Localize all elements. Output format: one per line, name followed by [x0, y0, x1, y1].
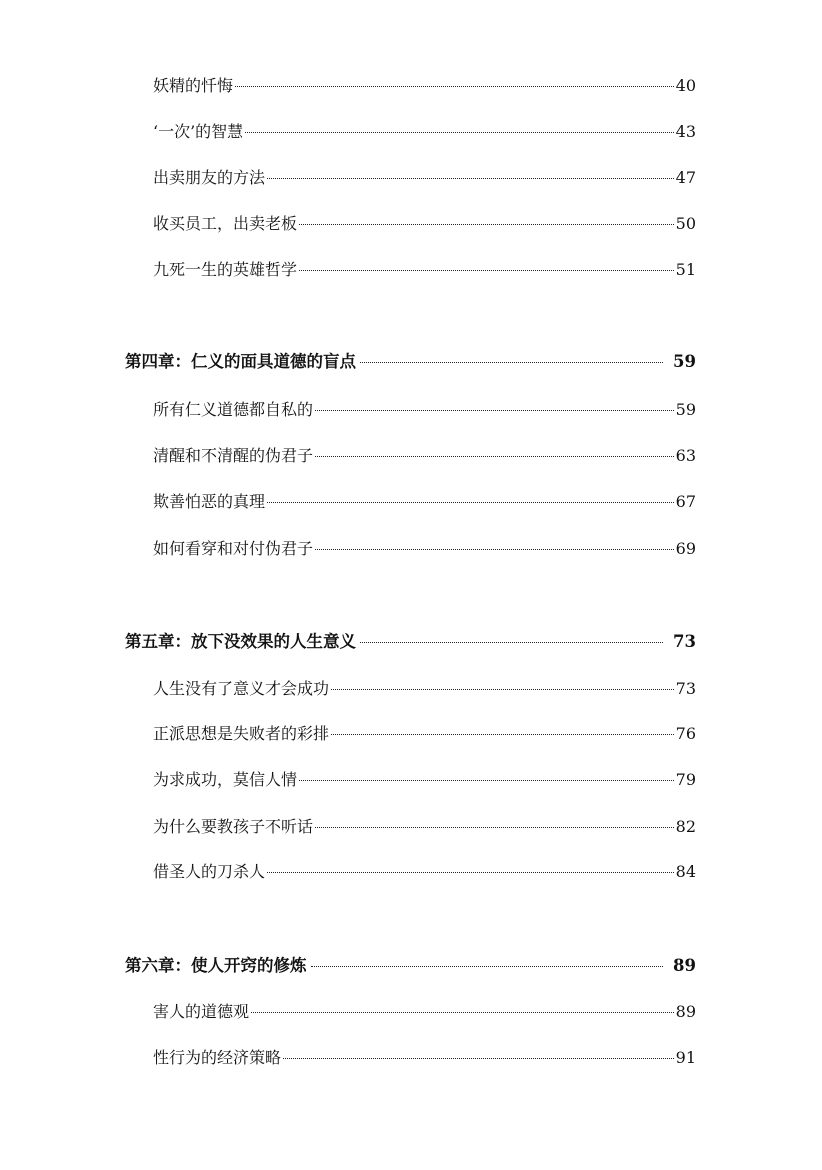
toc-entry-title: 为什么要教孩子不听话	[153, 817, 314, 836]
toc-entry-title: 如何看穿和对付伪君子	[153, 539, 314, 558]
toc-entry[interactable]	[153, 444, 696, 468]
toc-entry-page: 43	[675, 122, 696, 141]
dot-leader	[360, 362, 663, 363]
dot-leader	[251, 1012, 674, 1013]
dot-leader	[311, 966, 664, 967]
chapter-title: 第五章：放下没效果的人生意义	[125, 632, 356, 651]
toc-entry-title: 妖精的忏悔	[153, 76, 234, 95]
dot-leader	[299, 224, 674, 225]
toc-chapter-6[interactable]	[125, 954, 696, 978]
dot-leader	[299, 780, 674, 781]
chapter-page: 73	[673, 632, 696, 651]
dot-leader	[267, 502, 674, 503]
toc-entry-page: 84	[675, 862, 696, 881]
dot-leader	[283, 1058, 674, 1059]
toc-entry-title: 正派思想是失败者的彩排	[153, 724, 330, 743]
toc-entry-title: 为求成功，莫信人情	[153, 770, 298, 789]
toc-entry-title: 出卖朋友的方法	[153, 168, 266, 187]
toc-entry-page: 79	[675, 770, 696, 789]
toc-entry[interactable]	[153, 537, 696, 561]
dot-leader	[267, 178, 674, 179]
dot-leader	[360, 642, 663, 643]
toc-entry-page: 89	[675, 1002, 696, 1021]
toc-entry-title: 欺善怕恶的真理	[153, 492, 266, 511]
toc-entry-page: 73	[675, 679, 696, 698]
toc-entry[interactable]	[153, 815, 696, 839]
dot-leader	[315, 456, 674, 457]
dot-leader	[315, 549, 674, 550]
toc-entry-page: 51	[675, 260, 696, 279]
toc-entry-page: 76	[675, 724, 696, 743]
toc-entry-title: ‘一次’的智慧	[153, 122, 244, 141]
dot-leader	[235, 86, 674, 87]
chapter-title: 第六章：使人开窍的修炼	[125, 956, 307, 975]
toc-entry[interactable]	[153, 1000, 696, 1024]
dot-leader	[299, 270, 674, 271]
toc-entry-title: 所有仁义道德都自私的	[153, 400, 314, 419]
toc-entry[interactable]	[153, 490, 696, 514]
toc-entry[interactable]	[153, 166, 696, 190]
toc-entry[interactable]	[153, 722, 696, 746]
toc-entry-page: 82	[675, 817, 696, 836]
toc-entry[interactable]	[153, 398, 696, 422]
toc-entry-title: 收买员工，出卖老板	[153, 214, 298, 233]
toc-entry-title: 性行为的经济策略	[153, 1048, 282, 1067]
toc-entry-page: 59	[675, 400, 696, 419]
dot-leader	[315, 410, 674, 411]
chapter-page: 89	[673, 956, 696, 975]
toc-entry-title: 九死一生的英雄哲学	[153, 260, 298, 279]
toc-entry[interactable]	[153, 258, 696, 282]
toc-entry[interactable]	[153, 120, 696, 144]
toc-entry-title: 害人的道德观	[153, 1002, 250, 1021]
toc-entry[interactable]	[153, 860, 696, 884]
toc-entry[interactable]	[153, 677, 696, 701]
toc-entry-page: 47	[675, 168, 696, 187]
toc-entry-title: 借圣人的刀杀人	[153, 862, 266, 881]
toc-entry-page: 91	[675, 1048, 696, 1067]
toc-entry-page: 40	[675, 76, 696, 95]
toc-entry[interactable]	[153, 74, 696, 98]
toc-entry-page: 67	[675, 492, 696, 511]
chapter-page: 59	[673, 352, 696, 371]
dot-leader	[331, 734, 674, 735]
toc-entry-page: 69	[675, 539, 696, 558]
dot-leader	[245, 132, 673, 133]
toc-entry[interactable]	[153, 1046, 696, 1070]
toc-entry-title: 人生没有了意义才会成功	[153, 679, 330, 698]
toc-entry-page: 63	[675, 446, 696, 465]
toc-entry-page: 50	[675, 214, 696, 233]
toc-chapter-5[interactable]	[125, 630, 696, 654]
dot-leader	[267, 872, 674, 873]
dot-leader	[315, 827, 674, 828]
chapter-title: 第四章：仁义的面具道德的盲点	[125, 352, 356, 371]
toc-entry[interactable]	[153, 212, 696, 236]
toc-chapter-4[interactable]	[125, 350, 696, 374]
toc-entry[interactable]	[153, 768, 696, 792]
toc-entry-title: 清醒和不清醒的伪君子	[153, 446, 314, 465]
dot-leader	[331, 689, 674, 690]
